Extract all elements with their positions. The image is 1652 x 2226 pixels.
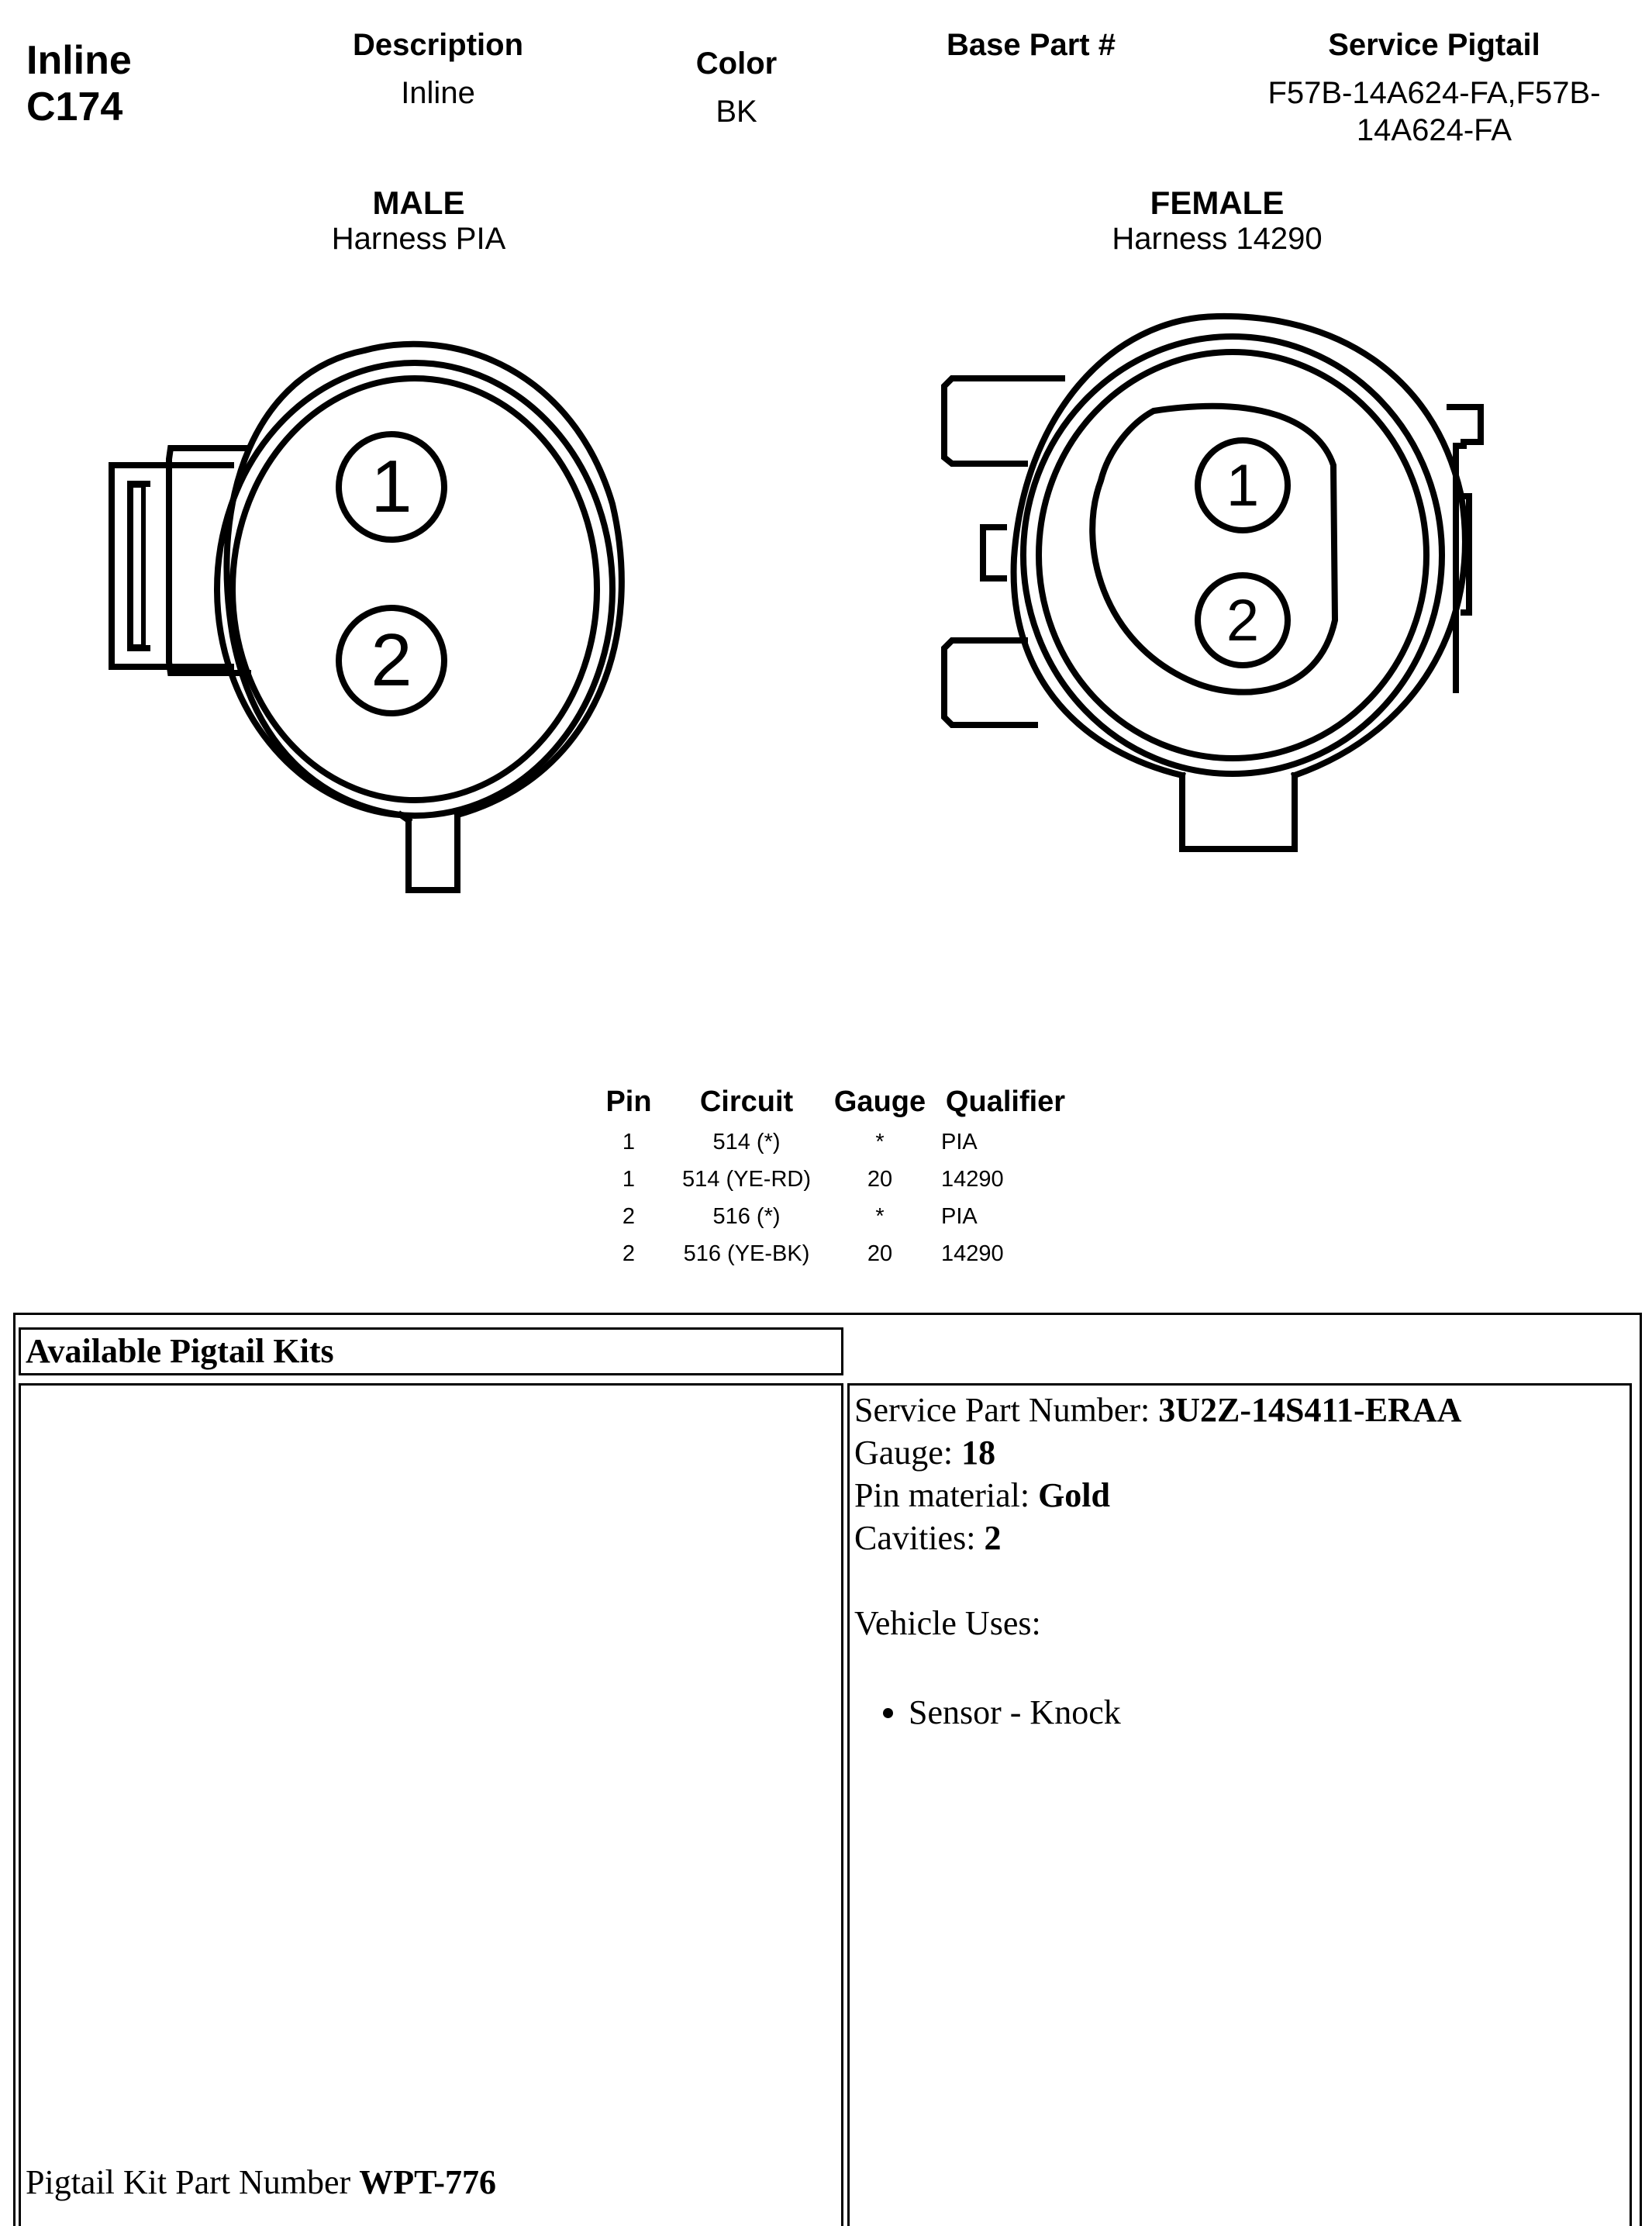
kit-part-number: [26, 2161, 496, 2204]
pigtail-kits-heading: Available Pigtail Kits: [26, 1332, 334, 1370]
kit-part-label: Pigtail Kit Part Number: [26, 2163, 351, 2201]
male-pin-1-label: 1: [371, 445, 412, 528]
connector-type: Inline: [26, 38, 132, 83]
kit-image-cell: [19, 1383, 843, 2226]
circuit-cell: 516 (*): [712, 1203, 781, 1229]
pin-table-header: [589, 1085, 1076, 1123]
pin-table: [589, 1085, 1076, 1272]
pin-cell: 2: [622, 1241, 636, 1266]
gauge-label: Gauge:: [854, 1434, 954, 1472]
female-pin-1-label: 1: [1226, 453, 1260, 519]
qualifier-cell: PIA: [941, 1129, 978, 1154]
pin-cell: 2: [622, 1203, 636, 1229]
kit-details-cell: [847, 1383, 1632, 2226]
table-row: [589, 1161, 1076, 1198]
qualifier-cell: 14290: [941, 1241, 1004, 1266]
kit-part-value: WPT-776: [359, 2163, 497, 2201]
service-pigtail-line-2: 14A624-FA: [1356, 113, 1512, 147]
female-harness-label: Harness 14290: [1112, 222, 1323, 256]
male-harness-label: Harness PIA: [331, 222, 506, 256]
description-value: Inline: [401, 76, 475, 110]
vehicle-uses-label: Vehicle Uses:: [854, 1604, 1041, 1642]
male-pin-2-label: 2: [371, 619, 412, 702]
pin-cell: 1: [622, 1129, 636, 1154]
vehicle-uses-list: [854, 1691, 1461, 1734]
pigtail-kits-heading-cell: [19, 1327, 843, 1375]
circuit-header: Circuit: [699, 1085, 794, 1118]
cavities-line: [854, 1517, 1461, 1559]
circuit-cell: 514 (YE-RD): [682, 1166, 811, 1192]
male-view-title: MALE: [372, 185, 465, 221]
color-label: Color: [695, 47, 778, 81]
service-pigtail-label: Service Pigtail: [1328, 28, 1540, 62]
gauge-line: [854, 1431, 1461, 1474]
pin-material-line: [854, 1474, 1461, 1517]
service-part-value: 3U2Z-14S411-ERAA: [1158, 1391, 1462, 1429]
table-row: [589, 1123, 1076, 1161]
gauge-header: Gauge: [833, 1085, 926, 1118]
gauge-cell: *: [875, 1129, 885, 1154]
gauge-cell: 20: [867, 1241, 893, 1266]
female-view-title: FEMALE: [1150, 185, 1285, 221]
description-label: Description: [352, 28, 524, 62]
pin-header: Pin: [605, 1085, 652, 1118]
qualifier-header: Qualifier: [945, 1085, 1066, 1118]
pin-material-value: Gold: [1038, 1476, 1110, 1514]
circuit-cell: 516 (YE-BK): [683, 1241, 810, 1266]
base-part-label: Base Part #: [947, 28, 1116, 62]
service-part-label: Service Part Number:: [854, 1391, 1150, 1429]
list-item: • Sensor - Knock: [909, 1691, 1461, 1734]
gauge-cell: *: [875, 1203, 885, 1229]
color-value: BK: [716, 95, 757, 129]
cavities-value: 2: [984, 1519, 1002, 1557]
table-row: [589, 1235, 1076, 1272]
gauge-value: 18: [961, 1434, 996, 1472]
pin-cell: 1: [622, 1166, 636, 1192]
table-row: [589, 1198, 1076, 1235]
pin-material-label: Pin material:: [854, 1476, 1030, 1514]
cavities-label: Cavities:: [854, 1519, 976, 1557]
circuit-cell: 514 (*): [712, 1129, 781, 1154]
connector-diagram: [0, 0, 1652, 930]
female-pin-2-label: 2: [1226, 588, 1260, 654]
qualifier-cell: PIA: [941, 1203, 978, 1229]
female-connector: [944, 316, 1481, 849]
qualifier-cell: 14290: [941, 1166, 1004, 1192]
service-pigtail-line-1: F57B-14A624-FA,F57B-: [1267, 76, 1601, 110]
service-part-line: [854, 1389, 1461, 1431]
connector-id: C174: [26, 85, 123, 129]
gauge-cell: 20: [867, 1166, 893, 1192]
